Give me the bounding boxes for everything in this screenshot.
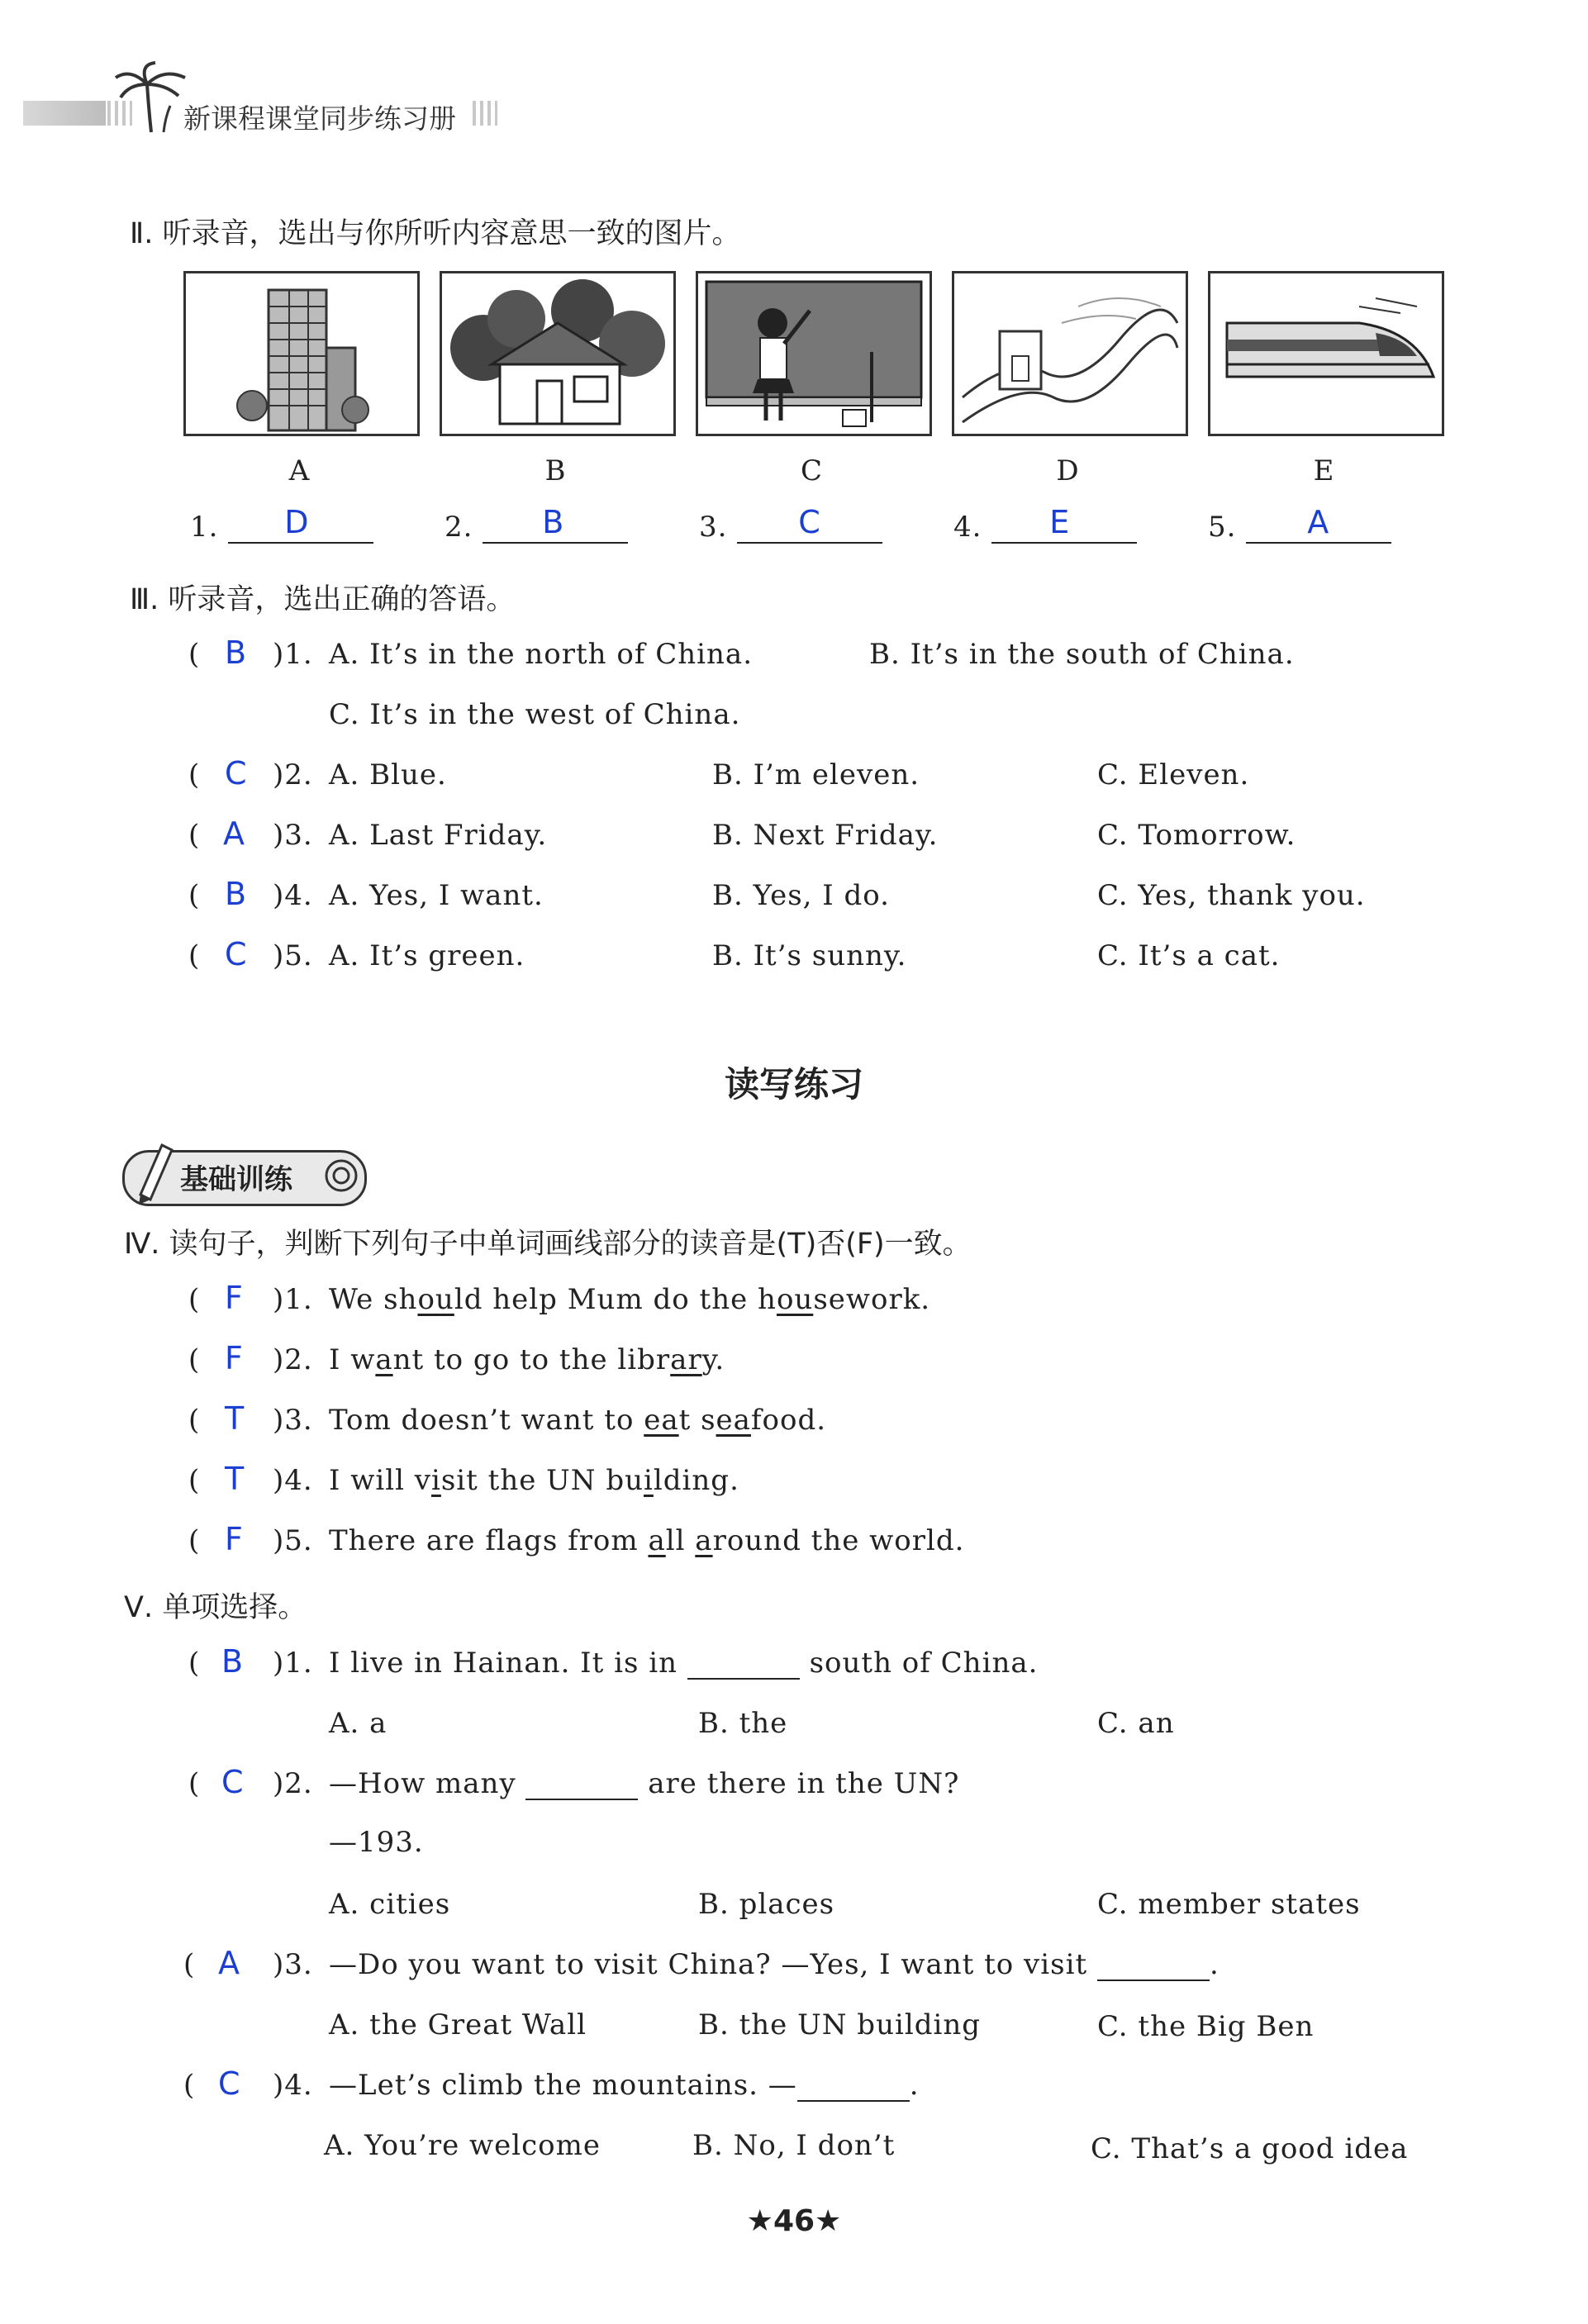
s2-blank-4[interactable] — [991, 504, 1137, 544]
s5-q4-post: . — [909, 2069, 920, 2102]
s3-q2-b: B. I’m eleven. — [712, 758, 920, 791]
s2-blank-2[interactable] — [483, 504, 628, 544]
s3-q5-a: A. It’s green. — [329, 939, 525, 972]
building-icon — [186, 273, 417, 434]
picture-b — [440, 271, 676, 436]
s3-num-3: )3. — [273, 819, 313, 852]
pencil-icon — [129, 1140, 178, 1206]
s4-4-p4: lding. — [653, 1464, 739, 1497]
s4-num-5: )5. — [273, 1524, 313, 1557]
s3-q3-c: C. Tomorrow. — [1097, 819, 1296, 852]
s4-4-p2: sit the UN bu — [440, 1464, 644, 1497]
s2-answer-2 — [445, 504, 628, 544]
s3-q5-b: B. It’s sunny. — [712, 939, 907, 972]
s4-paren-5: ( — [188, 1524, 200, 1557]
s2-ans-3: C — [798, 504, 821, 540]
s4-5-p4: round the world. — [712, 1524, 965, 1557]
s3-q1-a: A. It’s in the north of China. — [329, 638, 754, 671]
section4-title: Ⅳ. 读句子，判断下列句子中单词画线部分的读音是(T)否(F)一致。 — [124, 1228, 972, 1261]
s5-q2-stem — [329, 1767, 959, 1800]
s2-num-4: 4. — [953, 511, 982, 544]
s5-q1-post: south of China. — [809, 1647, 1039, 1680]
s4-4-u3: i — [644, 1464, 654, 1497]
picture-e — [1208, 271, 1444, 436]
s3-num-5: )5. — [273, 939, 313, 972]
s4-4-p0: I will v — [329, 1464, 431, 1497]
s4-3-u1: ea — [644, 1404, 679, 1437]
picture-label-a: A — [288, 454, 310, 487]
s5-q4-b: B. No, I don’t — [692, 2129, 896, 2162]
s3-q5-c: C. It’s a cat. — [1097, 939, 1281, 972]
s3-ans-4: B — [225, 876, 247, 912]
s5-num-2: )2. — [273, 1767, 313, 1800]
s3-ans-1: B — [225, 634, 247, 671]
s5-q4-stem — [329, 2069, 920, 2102]
s4-1-p4: sework. — [813, 1283, 931, 1316]
s3-ans-2: C — [225, 755, 247, 791]
s5-ans-2: C — [221, 1764, 244, 1800]
s2-answer-5 — [1208, 504, 1391, 544]
ring-icon — [322, 1157, 360, 1195]
s2-blank-5[interactable] — [1246, 504, 1391, 544]
picture-d — [952, 271, 1188, 436]
s5-q3-a: A. the Great Wall — [329, 2008, 587, 2041]
header-title: 新课程课堂同步练习册 — [183, 102, 456, 135]
s4-5-u3: a — [695, 1524, 713, 1557]
s4-2-p0: I w — [329, 1343, 376, 1376]
s4-1-p0: We sh — [329, 1283, 418, 1316]
s4-ans-1: F — [225, 1280, 243, 1316]
s2-num-1: 1. — [190, 511, 219, 544]
s5-num-3: )3. — [273, 1948, 313, 1981]
s4-3-p0: Tom doesn’t want to — [329, 1404, 644, 1437]
s3-q4-a: A. Yes, I want. — [329, 879, 544, 912]
picture-label-b: B — [544, 454, 566, 487]
s4-paren-4: ( — [188, 1464, 200, 1497]
s4-1-p2: ld help Mum do the h — [454, 1283, 777, 1316]
s5-q4-blank[interactable] — [797, 2075, 910, 2102]
badge-text: 基础训练 — [180, 1163, 292, 1196]
s4-num-4: )4. — [273, 1464, 313, 1497]
s4-paren-1: ( — [188, 1283, 200, 1316]
palm-tree-icon — [114, 59, 188, 134]
s5-q2-reply: —193. — [329, 1826, 424, 1859]
s4-paren-3: ( — [188, 1404, 200, 1437]
s5-q3-pre: —Do you want to visit China? —Yes, I want to visit — [329, 1948, 1088, 1981]
s4-2-u1: a — [375, 1343, 393, 1376]
s4-5-p0: There are flags from — [329, 1524, 649, 1557]
s4-3-p2: t s — [678, 1404, 716, 1437]
s5-q2-a: A. cities — [329, 1888, 451, 1921]
s2-blank-1[interactable] — [228, 504, 373, 544]
s5-q2-b: B. places — [698, 1888, 835, 1921]
s3-num-2: )2. — [273, 758, 313, 791]
train-icon — [1210, 273, 1442, 434]
s5-q1-stem — [329, 1647, 1038, 1680]
s4-sentence-5 — [329, 1524, 964, 1557]
s5-q2-c: C. member states — [1097, 1888, 1361, 1921]
s3-paren-2: ( — [188, 758, 200, 791]
section5-title: Ⅴ. 单项选择。 — [124, 1591, 307, 1624]
s2-ans-4: E — [1049, 504, 1071, 540]
s3-paren-5: ( — [188, 939, 200, 972]
s4-ans-3: T — [225, 1400, 245, 1437]
s4-5-p2: ll — [665, 1524, 696, 1557]
s4-1-u3: ou — [776, 1283, 814, 1316]
s5-num-4: )4. — [273, 2069, 313, 2102]
s5-num-1: )1. — [273, 1647, 313, 1680]
s4-paren-2: ( — [188, 1343, 200, 1376]
s5-q3-post: . — [1209, 1948, 1220, 1981]
s4-3-p4: food. — [750, 1404, 827, 1437]
s5-q4-a: A. You’re welcome — [324, 2129, 601, 2162]
s4-num-3: )3. — [273, 1404, 313, 1437]
s4-sentence-1 — [329, 1283, 930, 1316]
s4-4-u1: i — [430, 1464, 441, 1497]
s2-answer-3 — [699, 504, 882, 544]
s5-ans-1: B — [221, 1643, 244, 1680]
s5-paren-4: ( — [183, 2069, 195, 2102]
s3-paren-1: ( — [188, 638, 200, 671]
s4-3-u3: ea — [716, 1404, 751, 1437]
s3-num-1: )1. — [273, 638, 313, 671]
s3-paren-3: ( — [188, 819, 200, 852]
s2-num-2: 2. — [445, 511, 473, 544]
s3-q2-c: C. Eleven. — [1097, 758, 1250, 791]
s5-q2-post: are there in the UN? — [648, 1767, 960, 1800]
s3-q1-c: C. It’s in the west of China. — [329, 698, 741, 731]
s4-sentence-2 — [329, 1343, 725, 1376]
s5-q1-a: A. a — [329, 1707, 387, 1740]
s4-ans-4: T — [225, 1461, 245, 1497]
s3-num-4: )4. — [273, 879, 313, 912]
s5-q3-blank[interactable] — [1097, 1955, 1210, 1981]
s5-q1-pre: I live in Hainan. It is in — [329, 1647, 678, 1680]
great-wall-icon — [954, 273, 1186, 434]
s5-q3-b: B. the UN building — [698, 2008, 982, 2041]
s4-ans-2: F — [225, 1340, 243, 1376]
s4-2-p4: y. — [701, 1343, 725, 1376]
s3-q4-c: C. Yes, thank you. — [1097, 879, 1366, 912]
s3-q3-a: A. Last Friday. — [329, 819, 548, 852]
s3-q4-b: B. Yes, I do. — [712, 879, 890, 912]
picture-a — [183, 271, 420, 436]
s4-sentence-4 — [329, 1464, 739, 1497]
s4-num-2: )2. — [273, 1343, 313, 1376]
s5-paren-1: ( — [188, 1647, 200, 1680]
picture-label-d: D — [1056, 454, 1079, 487]
s5-paren-2: ( — [188, 1767, 200, 1800]
s5-q1-c: C. an — [1097, 1707, 1175, 1740]
s2-num-5: 5. — [1208, 511, 1237, 544]
s4-5-u1: a — [648, 1524, 666, 1557]
picture-label-e: E — [1313, 454, 1334, 487]
s5-ans-4: C — [218, 2065, 240, 2102]
page-number: ★46★ — [746, 2204, 842, 2238]
section3-title: Ⅲ. 听录音，选出正确的答语。 — [130, 583, 516, 616]
s3-ans-3: A — [223, 815, 245, 852]
s4-1-u1: ou — [417, 1283, 454, 1316]
section2-title: Ⅱ. 听录音，选出与你所听内容意思一致的图片。 — [130, 217, 741, 250]
s4-ans-5: F — [225, 1521, 243, 1557]
house-icon — [442, 273, 673, 434]
s2-ans-1: D — [284, 504, 310, 540]
s5-q1-b: B. the — [698, 1707, 788, 1740]
s2-answer-4 — [953, 504, 1137, 544]
s5-q2-pre: —How many — [329, 1767, 516, 1800]
s5-q1-blank[interactable] — [687, 1653, 800, 1680]
s3-q3-b: B. Next Friday. — [712, 819, 939, 852]
s2-answer-1 — [190, 504, 373, 544]
s5-q4-pre: —Let’s climb the mountains. — — [329, 2069, 797, 2102]
s3-ans-5: C — [225, 936, 247, 972]
header-bar — [23, 101, 106, 126]
s5-q3-c: C. the Big Ben — [1097, 2010, 1315, 2043]
girl-blackboard-icon — [698, 273, 930, 434]
s5-q3-stem — [329, 1948, 1220, 1981]
s5-ans-3: A — [218, 1945, 240, 1981]
s4-sentence-3 — [329, 1404, 826, 1437]
picture-c — [696, 271, 932, 436]
header-ticks-right — [473, 101, 497, 126]
s2-ans-5: A — [1307, 504, 1330, 540]
s5-paren-3: ( — [183, 1948, 195, 1981]
s4-2-p2: nt to go to the libr — [392, 1343, 671, 1376]
s5-q4-c: C. That’s a good idea — [1091, 2132, 1409, 2165]
s3-q2-a: A. Blue. — [329, 758, 447, 791]
s3-q1-b: B. It’s in the south of China. — [869, 638, 1295, 671]
s4-2-u3: ar — [670, 1343, 702, 1376]
s2-ans-2: B — [542, 504, 565, 540]
practice-title: 读写练习 — [724, 1064, 863, 1105]
s4-num-1: )1. — [273, 1283, 313, 1316]
s5-q2-blank[interactable] — [525, 1774, 638, 1800]
picture-label-c: C — [800, 454, 822, 487]
s2-blank-3[interactable] — [737, 504, 882, 544]
s2-num-3: 3. — [699, 511, 728, 544]
s3-paren-4: ( — [188, 879, 200, 912]
